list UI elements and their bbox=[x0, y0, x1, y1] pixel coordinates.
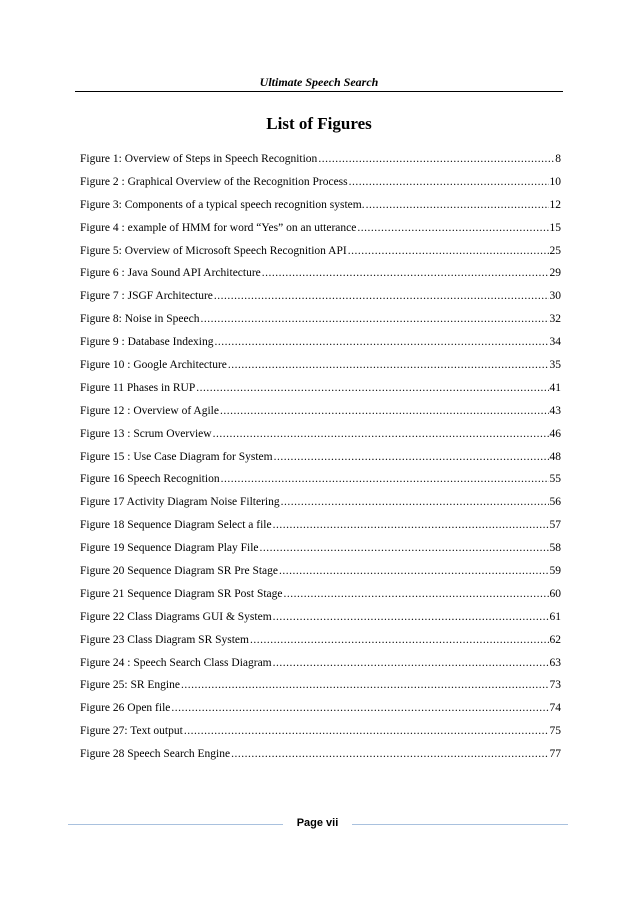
list-item[interactable] bbox=[80, 468, 561, 491]
list-item[interactable] bbox=[80, 194, 561, 217]
dot-leader bbox=[357, 217, 548, 240]
list-item[interactable] bbox=[80, 285, 561, 308]
list-item[interactable] bbox=[80, 583, 561, 606]
figure-caption: Figure 7 : JSGF Architecture bbox=[80, 290, 213, 303]
figure-caption: Figure 28 Speech Search Engine bbox=[80, 748, 231, 761]
dot-leader bbox=[250, 629, 549, 652]
dot-leader bbox=[260, 537, 549, 560]
dot-leader bbox=[348, 240, 549, 263]
list-item[interactable] bbox=[80, 400, 561, 423]
figure-caption: Figure 1: Overview of Steps in Speech Recognition bbox=[80, 153, 318, 165]
dot-leader bbox=[184, 720, 549, 743]
figure-caption: Figure 13 : Scrum Overview bbox=[80, 427, 212, 440]
figure-caption: Figure 11 Phases in RUP bbox=[80, 381, 196, 394]
list-item[interactable] bbox=[80, 446, 561, 469]
dot-leader bbox=[228, 354, 549, 377]
figure-page-number: 74 bbox=[549, 702, 561, 715]
list-item[interactable] bbox=[80, 308, 561, 331]
figure-caption: Figure 25: SR Engine bbox=[80, 679, 180, 692]
figure-page-number: 15 bbox=[549, 221, 561, 234]
list-item[interactable] bbox=[80, 743, 561, 766]
list-item[interactable] bbox=[80, 606, 561, 629]
figure-page-number: 59 bbox=[549, 565, 561, 578]
dot-leader bbox=[284, 583, 549, 606]
figure-caption: Figure 20 Sequence Diagram SR Pre Stage bbox=[80, 565, 279, 578]
figure-page-number: 75 bbox=[549, 725, 561, 738]
figure-caption: Figure 16 Speech Recognition bbox=[80, 473, 220, 486]
list-item[interactable] bbox=[80, 720, 561, 743]
dot-leader bbox=[318, 148, 554, 171]
dot-leader bbox=[181, 674, 549, 697]
list-item[interactable] bbox=[80, 652, 561, 675]
figure-page-number: 61 bbox=[549, 610, 561, 623]
figure-caption: Figure 15 : Use Case Diagram for System bbox=[80, 450, 273, 463]
list-item[interactable] bbox=[80, 377, 561, 400]
footer-page-number: Page vii bbox=[296, 817, 339, 829]
list-item[interactable] bbox=[80, 331, 561, 354]
figure-page-number: 30 bbox=[549, 290, 561, 303]
figure-page-number: 8 bbox=[555, 153, 561, 165]
figure-caption: Figure 4 : example of HMM for word “Yes” on an utterance bbox=[80, 221, 357, 234]
figure-page-number: 63 bbox=[549, 656, 561, 669]
figure-caption: Figure 6 : Java Sound API Architecture bbox=[80, 267, 261, 280]
dot-leader bbox=[221, 468, 549, 491]
dot-leader bbox=[200, 308, 548, 331]
figure-caption: Figure 21 Sequence Diagram SR Post Stage bbox=[80, 587, 283, 600]
figure-page-number: 29 bbox=[549, 267, 561, 280]
figure-page-number: 43 bbox=[549, 404, 561, 417]
dot-leader bbox=[213, 423, 549, 446]
figure-caption: Figure 26 Open file bbox=[80, 702, 171, 715]
list-item[interactable] bbox=[80, 148, 561, 171]
dot-leader bbox=[262, 262, 549, 285]
figure-caption: Figure 17 Activity Diagram Noise Filtering bbox=[80, 496, 280, 509]
dot-leader bbox=[279, 560, 548, 583]
figure-page-number: 48 bbox=[549, 450, 561, 463]
dot-leader bbox=[349, 171, 549, 194]
list-item[interactable] bbox=[80, 171, 561, 194]
figure-page-number: 58 bbox=[549, 542, 561, 555]
figure-caption: Figure 3: Components of a typical speech recognition system. bbox=[80, 198, 365, 211]
figure-page-number: 60 bbox=[549, 587, 561, 600]
figure-page-number: 25 bbox=[549, 244, 561, 257]
dot-leader bbox=[231, 743, 548, 766]
figure-caption: Figure 24 : Speech Search Class Diagram bbox=[80, 656, 272, 669]
dot-leader bbox=[214, 285, 549, 308]
figure-caption: Figure 5: Overview of Microsoft Speech Recognition API bbox=[80, 244, 347, 257]
dot-leader bbox=[215, 331, 549, 354]
figure-page-number: 56 bbox=[549, 496, 561, 509]
dot-leader bbox=[273, 514, 549, 537]
figure-caption: Figure 23 Class Diagram SR System bbox=[80, 633, 249, 646]
figure-caption: Figure 8: Noise in Speech bbox=[80, 313, 200, 326]
figure-caption: Figure 12 : Overview of Agile bbox=[80, 404, 219, 417]
list-item[interactable] bbox=[80, 697, 561, 720]
footer-rule-right bbox=[352, 824, 568, 825]
dot-leader bbox=[274, 446, 549, 469]
running-header-title: Ultimate Speech Search bbox=[259, 75, 379, 89]
dot-leader bbox=[196, 377, 548, 400]
list-item[interactable] bbox=[80, 423, 561, 446]
footer-rule-left bbox=[68, 824, 283, 825]
figure-caption: Figure 18 Sequence Diagram Select a file bbox=[80, 519, 272, 532]
list-item[interactable] bbox=[80, 262, 561, 285]
figure-page-number: 46 bbox=[549, 427, 561, 440]
list-item[interactable] bbox=[80, 674, 561, 697]
figure-page-number: 57 bbox=[549, 519, 561, 532]
list-item[interactable] bbox=[80, 629, 561, 652]
figure-page-number: 41 bbox=[549, 381, 561, 394]
figure-page-number: 34 bbox=[549, 336, 561, 349]
header-rule bbox=[75, 91, 563, 92]
figure-caption: Figure 22 Class Diagrams GUI & System bbox=[80, 610, 272, 623]
list-item[interactable] bbox=[80, 514, 561, 537]
list-item[interactable] bbox=[80, 537, 561, 560]
dot-leader bbox=[220, 400, 549, 423]
list-item[interactable] bbox=[80, 217, 561, 240]
list-of-figures bbox=[80, 148, 561, 766]
list-item[interactable] bbox=[80, 491, 561, 514]
figure-page-number: 10 bbox=[549, 175, 561, 188]
figure-caption: Figure 19 Sequence Diagram Play File bbox=[80, 542, 259, 555]
figure-caption: Figure 27: Text output bbox=[80, 725, 183, 738]
figure-caption: Figure 9 : Database Indexing bbox=[80, 336, 214, 349]
dot-leader bbox=[171, 697, 548, 720]
list-item[interactable] bbox=[80, 560, 561, 583]
dot-leader bbox=[273, 606, 549, 629]
figure-page-number: 77 bbox=[549, 748, 561, 761]
page-title: List of Figures bbox=[266, 114, 372, 133]
figure-caption: Figure 10 : Google Architecture bbox=[80, 359, 227, 372]
figure-page-number: 55 bbox=[549, 473, 561, 486]
figure-caption: Figure 2 : Graphical Overview of the Recognition Process bbox=[80, 175, 348, 188]
figure-page-number: 32 bbox=[549, 313, 561, 326]
list-item[interactable] bbox=[80, 354, 561, 377]
figure-page-number: 73 bbox=[549, 679, 561, 692]
dot-leader bbox=[281, 491, 549, 514]
dot-leader bbox=[273, 652, 549, 675]
figure-page-number: 62 bbox=[549, 633, 561, 646]
figure-page-number: 12 bbox=[549, 198, 561, 211]
dot-leader bbox=[366, 194, 549, 217]
list-item[interactable] bbox=[80, 240, 561, 263]
figure-page-number: 35 bbox=[549, 359, 561, 372]
